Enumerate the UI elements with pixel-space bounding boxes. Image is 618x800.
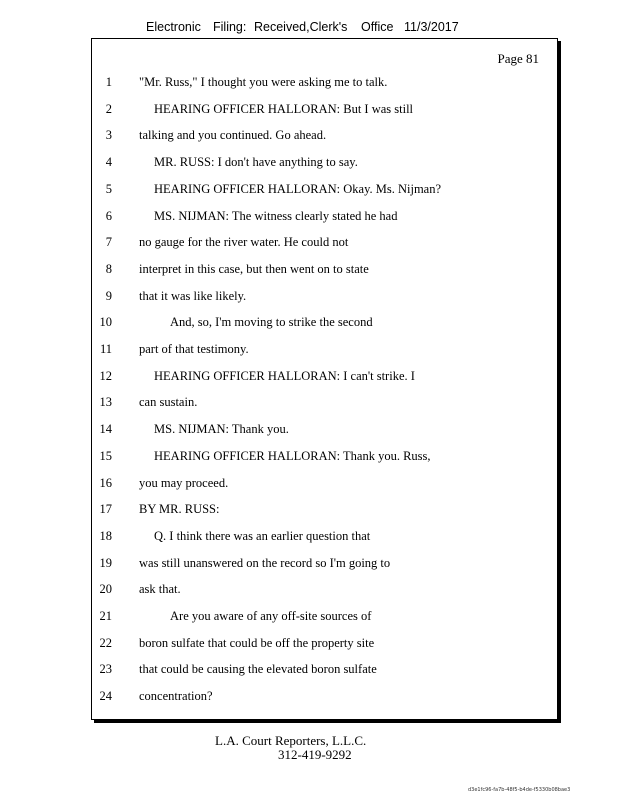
- reporter-phone: 312-419-9292: [278, 747, 352, 762]
- transcript-line: [92, 395, 557, 413]
- transcript-line: [92, 582, 557, 600]
- transcript-line: [92, 636, 557, 654]
- transcript-line: [92, 289, 557, 307]
- line-number: 20: [99, 582, 112, 597]
- line-text: "Mr. Russ," I thought you were asking me to talk.: [139, 75, 388, 89]
- line-text: no gauge for the river water. He could not: [139, 235, 349, 250]
- line-text: MR. RUSS: I don't have anything to say.: [154, 155, 358, 170]
- page-number: Page 81: [497, 51, 539, 66]
- line-number: 7: [105, 235, 112, 250]
- transcript-line: [92, 75, 557, 93]
- line-number: 9: [105, 288, 112, 303]
- transcript-line: [92, 556, 557, 574]
- transcript-line: [92, 209, 557, 227]
- line-text: MS. NIJMAN: The witness clearly stated he had: [154, 208, 398, 223]
- transcript-line: [92, 369, 557, 387]
- line-text: concentration?: [139, 689, 213, 704]
- line-text: HEARING OFFICER HALLORAN: But I was still: [154, 101, 414, 116]
- line-text: was still unanswered on the record so I'm going to: [139, 555, 391, 570]
- stamp-received-clerks: Received,Clerk's: [254, 20, 348, 34]
- transcript-line: [92, 315, 557, 333]
- transcript-line: [92, 662, 557, 680]
- line-number: 4: [105, 155, 112, 170]
- line-number: 15: [99, 448, 112, 463]
- line-text: BY MR. RUSS:: [139, 502, 220, 517]
- line-number: 5: [105, 181, 112, 196]
- transcript-line: [92, 422, 557, 440]
- stamp-date: 11/3/2017: [404, 20, 459, 34]
- transcript-line: [92, 449, 557, 467]
- line-number: 6: [105, 208, 112, 223]
- transcript-line: [92, 155, 557, 173]
- line-text: you may proceed.: [139, 475, 229, 490]
- transcript-page: [91, 38, 558, 720]
- line-number: 11: [99, 342, 112, 356]
- reporter-company: L.A. Court Reporters, L.L.C.: [215, 733, 367, 748]
- line-text: HEARING OFFICER HALLORAN: I can't strike. I: [154, 368, 415, 383]
- line-text: interpret in this case, but then went on to state: [139, 261, 369, 276]
- line-text: Q. I think there was an earlier question that: [154, 528, 371, 543]
- transcript-line: [92, 609, 557, 627]
- transcript-line: [92, 182, 557, 200]
- line-text: MS. NIJMAN: Thank you.: [154, 422, 289, 437]
- stamp-electronic: Electronic: [146, 20, 201, 34]
- line-text: talking and you continued. Go ahead.: [139, 128, 327, 143]
- transcript-line: [92, 128, 557, 146]
- line-number: 3: [105, 128, 112, 143]
- line-number: 17: [99, 502, 112, 517]
- line-number: 8: [105, 261, 112, 276]
- line-number: 12: [99, 368, 112, 383]
- transcript-line: [92, 102, 557, 120]
- line-number: 2: [105, 101, 112, 116]
- line-number: 16: [99, 475, 112, 490]
- line-text: can sustain.: [139, 395, 198, 410]
- line-text: boron sulfate that could be off the property site: [139, 635, 375, 650]
- line-number: 24: [99, 689, 112, 704]
- document-id: d3e1fc96-fa7b-48f5-b4de-f5330b08bae3: [468, 787, 571, 793]
- line-number: 23: [99, 662, 112, 677]
- line-number: 13: [99, 395, 112, 410]
- line-number: 21: [99, 609, 112, 623]
- line-number: 18: [99, 528, 112, 543]
- line-number: 14: [99, 422, 112, 437]
- line-text: ask that.: [139, 582, 181, 597]
- line-text: part of that testimony.: [139, 342, 249, 356]
- transcript-line: [92, 235, 557, 253]
- line-text: HEARING OFFICER HALLORAN: Thank you. Russ,: [154, 448, 431, 463]
- line-text: that could be causing the elevated boron sulfate: [139, 662, 377, 677]
- line-number: 19: [99, 555, 112, 570]
- line-text: Are you aware of any off-site sources of: [170, 609, 372, 623]
- line-text: HEARING OFFICER HALLORAN: Okay. Ms. Nijman?: [154, 181, 442, 196]
- transcript-line: [92, 529, 557, 547]
- stamp-office: Office: [361, 20, 394, 34]
- line-text: And, so, I'm moving to strike the second: [170, 315, 373, 330]
- transcript-line: [92, 689, 557, 707]
- line-number: 1: [105, 75, 112, 89]
- line-text: that it was like likely.: [139, 288, 247, 303]
- line-number: 10: [99, 315, 112, 330]
- transcript-line: [92, 262, 557, 280]
- transcript-line: [92, 342, 557, 360]
- transcript-line: [92, 502, 557, 520]
- stamp-filing: Filing:: [213, 20, 247, 34]
- transcript-line: [92, 476, 557, 494]
- line-number: 22: [99, 635, 112, 650]
